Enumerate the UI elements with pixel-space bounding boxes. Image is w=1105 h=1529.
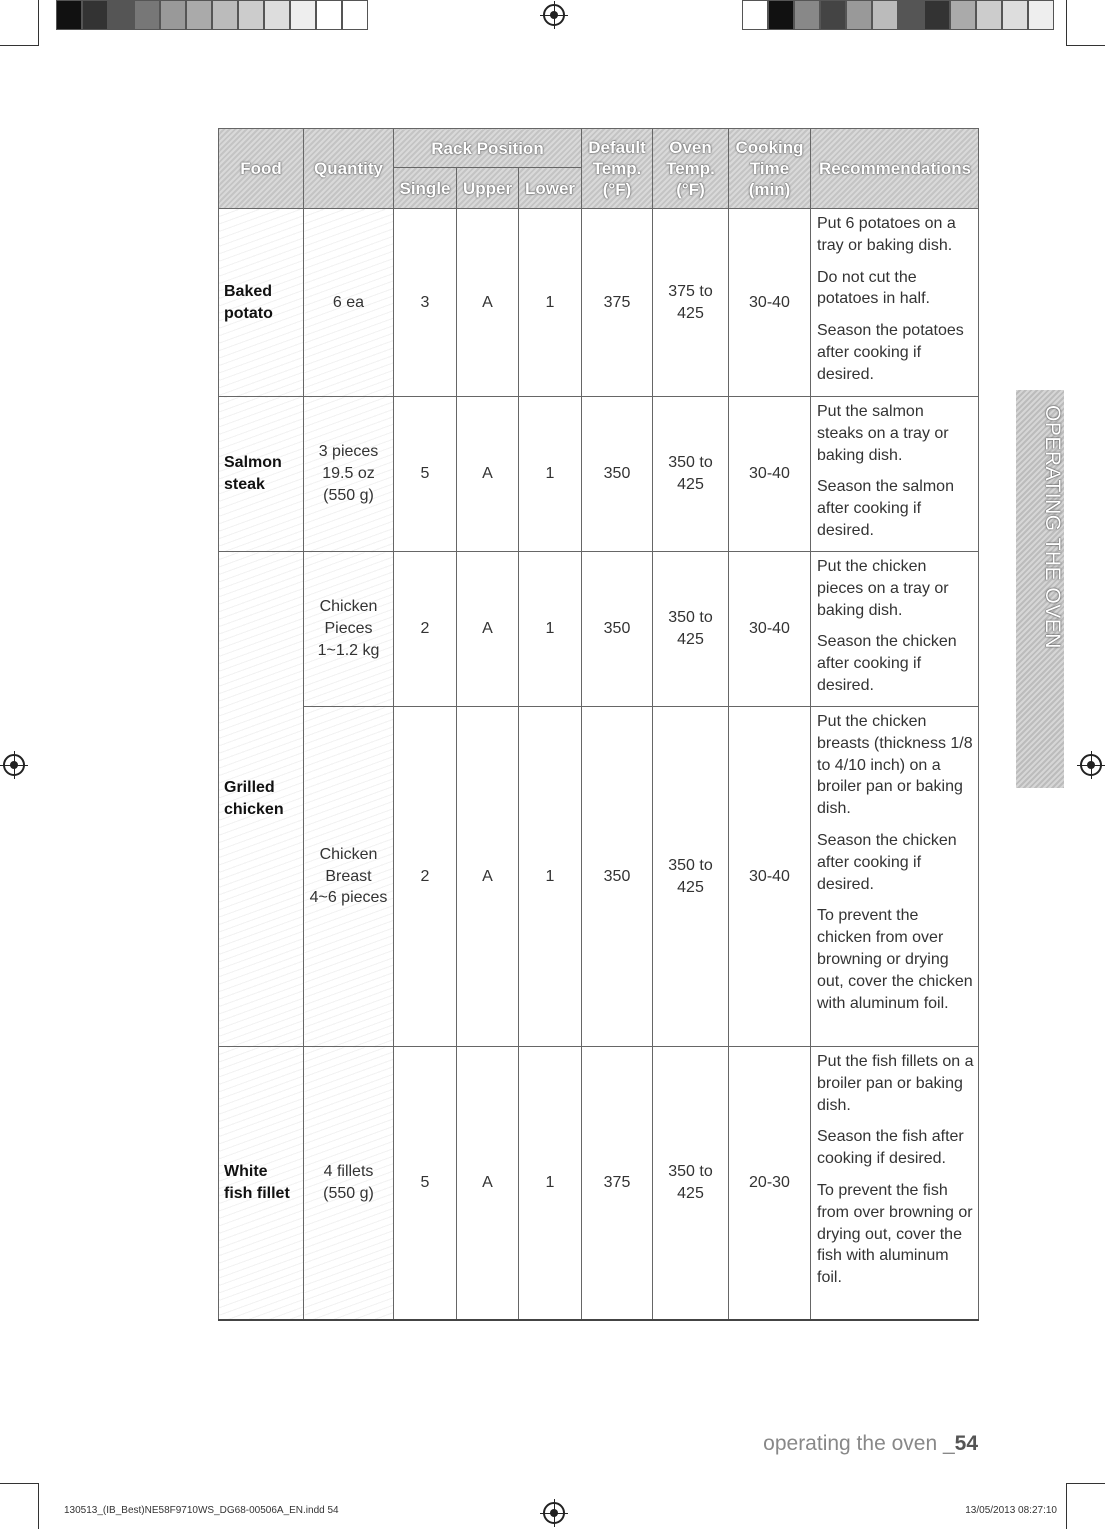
quantity-cell: 4 fillets (550 g) xyxy=(304,1047,394,1320)
recommendations-cell xyxy=(811,707,979,1047)
upper-rack-cell: A xyxy=(457,209,519,397)
recommendations-cell xyxy=(811,1047,979,1320)
cooking-time-cell: 30-40 xyxy=(729,552,811,707)
single-rack-cell: 5 xyxy=(394,1047,457,1320)
header-cooking-time: Cooking Time (min) xyxy=(729,129,811,209)
recommendation-text: Put the chicken pieces on a tray or baking dish. xyxy=(817,558,949,619)
upper-rack-cell: A xyxy=(457,552,519,707)
default-temp-cell: 350 xyxy=(582,707,653,1047)
footer-section-title: operating the oven _ xyxy=(763,1432,955,1455)
section-side-tab-label: OPERATING THE OVEN xyxy=(1041,405,1064,649)
table-row xyxy=(219,209,979,397)
oven-temp-cell: 375 to 425 xyxy=(653,209,729,397)
default-temp-cell: 375 xyxy=(582,1047,653,1320)
table-row xyxy=(219,1047,979,1320)
default-temp-cell: 350 xyxy=(582,397,653,552)
header-lower: Lower xyxy=(519,168,582,209)
quantity-cell: 3 pieces 19.5 oz (550 g) xyxy=(304,397,394,552)
registration-target-icon xyxy=(1080,754,1102,776)
recommendation-text: Put the chicken breasts (thickness 1/8 to 4/10 inch) on a broiler pan or baking dish. xyxy=(817,713,973,818)
crop-mark xyxy=(38,1483,39,1529)
registration-target-icon xyxy=(3,754,25,776)
quantity-cell: Chicken Breast 4~6 pieces xyxy=(304,707,394,1047)
oven-temp-cell: 350 to 425 xyxy=(653,707,729,1047)
recommendations-cell xyxy=(811,552,979,707)
food-cell: White fish fillet xyxy=(219,1047,304,1320)
upper-rack-cell: A xyxy=(457,707,519,1047)
header-single: Single xyxy=(394,168,457,209)
crop-mark xyxy=(38,0,39,46)
registration-target-icon xyxy=(543,4,565,26)
header-upper: Upper xyxy=(457,168,519,209)
cooking-time-cell: 20-30 xyxy=(729,1047,811,1320)
recommendations-cell xyxy=(811,397,979,552)
recommendation-text: Put 6 potatoes on a tray or baking dish. xyxy=(817,215,956,254)
recommendation-text: Do not cut the potatoes in half. xyxy=(817,268,930,308)
lower-rack-cell: 1 xyxy=(519,209,582,397)
oven-temp-cell: 350 to 425 xyxy=(653,552,729,707)
crop-mark xyxy=(0,45,38,46)
lower-rack-cell: 1 xyxy=(519,552,582,707)
upper-rack-cell: A xyxy=(457,1047,519,1320)
cooking-time-cell: 30-40 xyxy=(729,397,811,552)
crop-mark xyxy=(0,1483,38,1484)
color-registration-bar-left xyxy=(56,0,368,30)
food-cell: Salmon steak xyxy=(219,397,304,552)
page-footer xyxy=(763,1432,978,1456)
header-food: Food xyxy=(219,129,304,209)
header-rack-position: Rack Position xyxy=(394,129,582,168)
recommendation-text: To prevent the fish from over browning or drying out, cover the fish with aluminum foil. xyxy=(817,1181,973,1287)
header-quantity: Quantity xyxy=(304,129,394,209)
recommendations-cell xyxy=(811,209,979,397)
recommendation-text: To prevent the chicken from over browning or drying out, cover the chicken with aluminum foil. xyxy=(817,907,973,1012)
crop-mark xyxy=(1066,0,1067,46)
default-temp-cell: 375 xyxy=(582,209,653,397)
registration-target-icon xyxy=(543,1502,565,1524)
cooking-time-cell: 30-40 xyxy=(729,707,811,1047)
quantity-cell: 6 ea xyxy=(304,209,394,397)
single-rack-cell: 2 xyxy=(394,707,457,1047)
page-number: 54 xyxy=(954,1432,978,1455)
recommendation-text: Season the chicken after cooking if desired. xyxy=(817,633,957,694)
crop-mark xyxy=(1066,1483,1067,1529)
oven-temp-cell: 350 to 425 xyxy=(653,397,729,552)
header-default-temp: Default Temp. (°F) xyxy=(582,129,653,209)
print-timestamp: 13/05/2013 08:27:10 xyxy=(965,1505,1057,1516)
quantity-cell: Chicken Pieces 1~1.2 kg xyxy=(304,552,394,707)
table-row xyxy=(219,552,979,707)
recommendation-text: Season the potatoes after cooking if desired. xyxy=(817,322,964,383)
header-recommendations: Recommendations xyxy=(811,129,979,209)
table-row xyxy=(219,707,979,1047)
single-rack-cell: 5 xyxy=(394,397,457,552)
recommendation-text: Put the salmon steaks on a tray or baking dish. xyxy=(817,403,949,464)
header-oven-temp: Oven Temp. (°F) xyxy=(653,129,729,209)
food-cell: Baked potato xyxy=(219,209,304,397)
crop-mark xyxy=(1067,1483,1105,1484)
lower-rack-cell: 1 xyxy=(519,1047,582,1320)
cooking-guide-table xyxy=(218,128,979,1321)
lower-rack-cell: 1 xyxy=(519,397,582,552)
file-slug: 130513_(IB_Best)NE58F9710WS_DG68-00506A_EN.indd 54 xyxy=(64,1505,339,1516)
recommendation-text: Season the chicken after cooking if desired. xyxy=(817,831,957,893)
single-rack-cell: 2 xyxy=(394,552,457,707)
upper-rack-cell: A xyxy=(457,397,519,552)
oven-temp-cell: 350 to 425 xyxy=(653,1047,729,1320)
table-row xyxy=(219,397,979,552)
recommendation-text: Season the fish after cooking if desired. xyxy=(817,1128,964,1168)
cooking-time-cell: 30-40 xyxy=(729,209,811,397)
crop-mark xyxy=(1067,45,1105,46)
food-cell: Grilled chicken xyxy=(219,552,304,1047)
default-temp-cell: 350 xyxy=(582,552,653,707)
recommendation-text: Season the salmon after cooking if desired. xyxy=(817,478,954,539)
color-registration-bar-right xyxy=(742,0,1054,30)
recommendation-text: Put the fish fillets on a broiler pan or baking dish. xyxy=(817,1053,974,1114)
single-rack-cell: 3 xyxy=(394,209,457,397)
lower-rack-cell: 1 xyxy=(519,707,582,1047)
